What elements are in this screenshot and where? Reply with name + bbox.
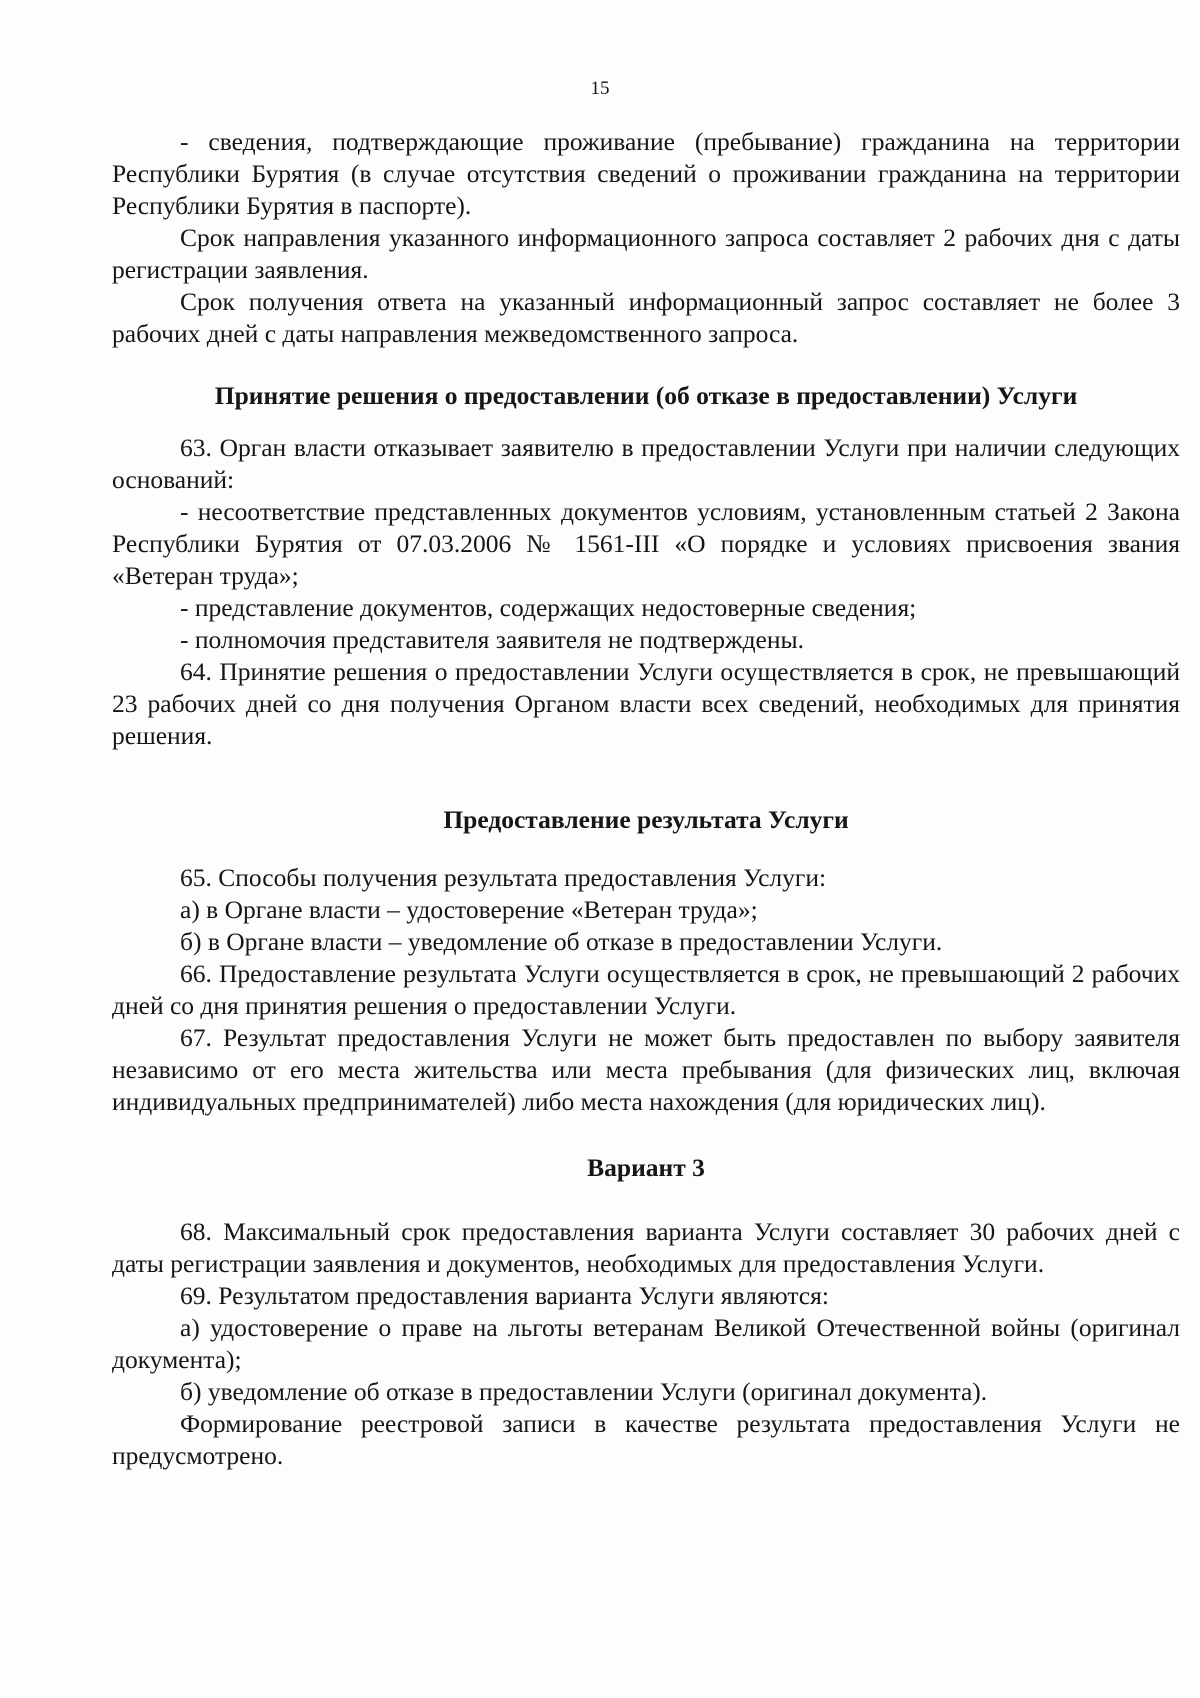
section-heading-decision: Принятие решения о предоставлении (об отказе в предоставлении) Услуги	[214, 381, 1078, 410]
paragraph-69: 69. Результатом предоставления варианта Услуги являются:	[180, 1281, 829, 1310]
paragraph-68: 68. Максимальный срок предоставления варианта Услуги составляет 30 рабочих дней с даты регистрации заявления и документов, необходимых для предоставления Услуги.	[112, 1217, 1180, 1278]
list-item-benefits-certificate: а) удостоверение о праве на льготы ветеранам Великой Отечественной войны (оригинал документа);	[112, 1313, 1180, 1374]
paragraph-67: 67. Результат предоставления Услуги не может быть предоставлен по выбору заявителя независимо от его места жительства или места пребывания (для физических лиц, включая индивидуальных предпринимателей) либо места нахождения (для юридических лиц).	[112, 1023, 1180, 1116]
document-body	[112, 126, 1180, 1472]
paragraph-64: 64. Принятие решения о предоставлении Услуги осуществляется в срок, не превышающий 23 рабочих дней со дня получения Органом власти всех сведений, необходимых для принятия решения.	[112, 657, 1180, 750]
paragraph-63: 63. Орган власти отказывает заявителю в предоставлении Услуги при наличии следующих оснований:	[112, 433, 1180, 494]
paragraph-residence-info: - сведения, подтверждающие проживание (пребывание) гражданина на территории Республики Бурятия (в случае отсутствия сведений о проживании гражданина на территории Республики Бурятия в паспорте).	[112, 127, 1180, 220]
list-item-noncompliance: - несоответствие представленных документов условиям, установленным статьей 2 Закона Республики Бурятия от 07.03.2006 № 1561-III «О порядке и условиях присвоения звания «Ветеран труда»;	[112, 497, 1180, 590]
paragraph-66: 66. Предоставление результата Услуги осуществляется в срок, не превышающий 2 рабочих дней со дня принятия решения о предоставлении Услуги.	[112, 959, 1180, 1020]
list-item-certificate: а) в Органе власти – удостоверение «Ветеран труда»;	[180, 895, 758, 924]
section-heading-result: Предоставление результата Услуги	[443, 805, 849, 834]
paragraph-response-deadline: Срок получения ответа на указанный информационный запрос составляет не более 3 рабочих дней с даты направления межведомственного запроса.	[112, 287, 1180, 348]
page-number: 15	[590, 78, 610, 99]
list-item-false-info: - представление документов, содержащих недостоверные сведения;	[180, 593, 917, 622]
list-item-authority-unconfirmed: - полномочия представителя заявителя не подтверждены.	[180, 625, 805, 654]
list-item-refusal-notice: б) в Органе власти – уведомление об отказе в предоставлении Услуги.	[180, 927, 943, 956]
paragraph-request-deadline: Срок направления указанного информационного запроса составляет 2 рабочих дня с даты регистрации заявления.	[112, 223, 1180, 284]
paragraph-65: 65. Способы получения результата предоставления Услуги:	[180, 863, 827, 892]
list-item-refusal-original: б) уведомление об отказе в предоставлении Услуги (оригинал документа).	[180, 1377, 988, 1406]
paragraph-registry-record: Формирование реестровой записи в качестве результата предоставления Услуги не предусмотрено.	[112, 1409, 1180, 1470]
section-heading-variant-3: Вариант 3	[587, 1153, 705, 1182]
